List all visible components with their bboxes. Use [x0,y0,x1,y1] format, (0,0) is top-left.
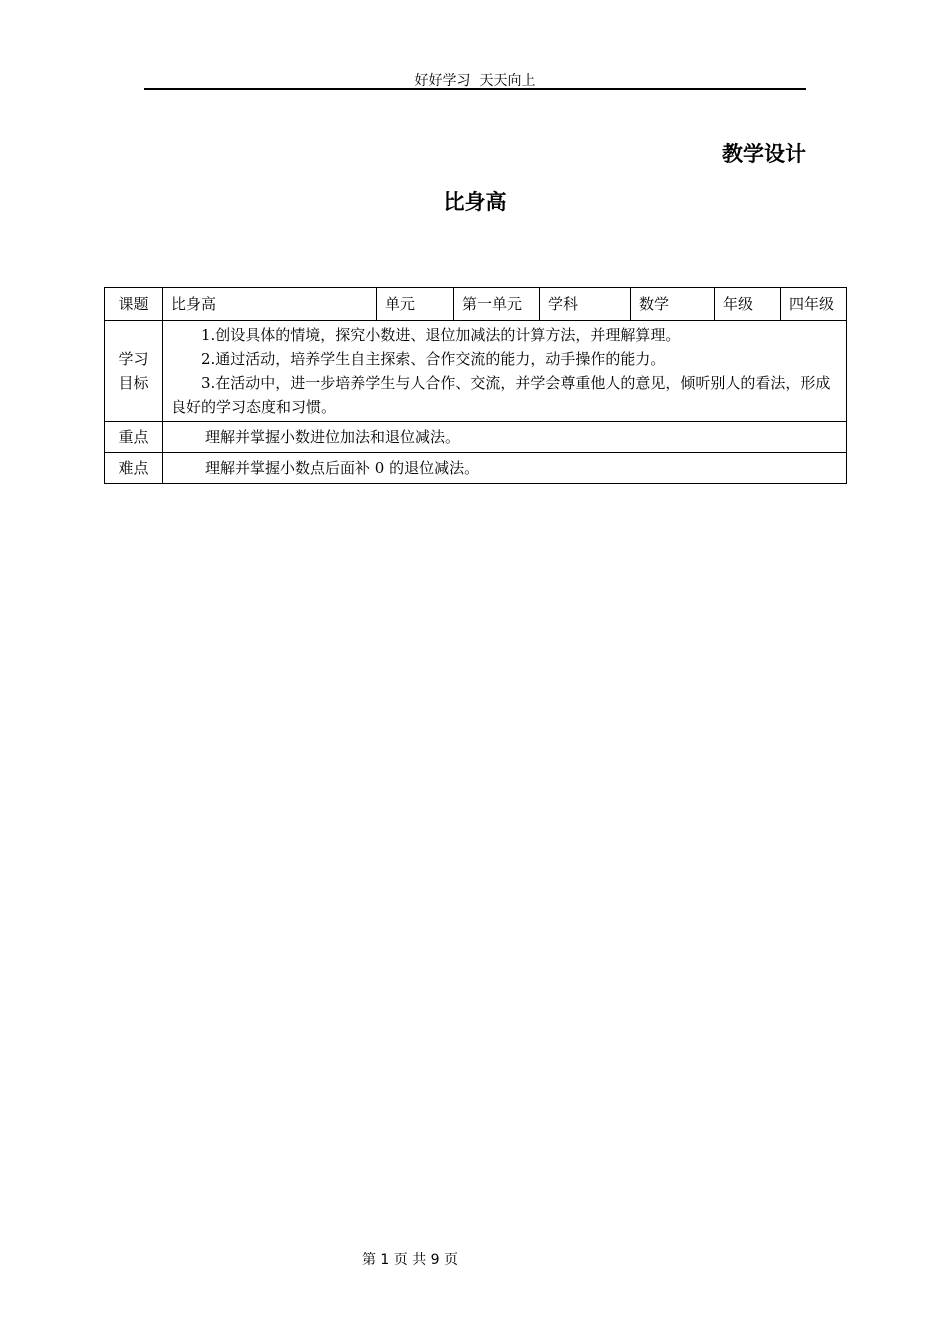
difficulty-label: 难点 [105,453,163,484]
page-number-footer: 第 1 页 共 9 页 [361,1252,459,1268]
page-title: 比身高 [443,190,507,214]
header-divider [144,88,806,90]
goal-item-1: 1.创设具体的情境，探究小数进、退位加减法的计算方法，并理解算理。 [201,326,681,344]
table-row-info [105,288,847,321]
table-row-focus [105,422,847,453]
topic-label: 课题 [105,288,163,321]
unit-value: 第一单元 [454,288,540,321]
goal-item-3: 3.在活动中，进一步培养学生与人合作、交流，并学会尊重他人的意见，倾听别人的看法，形成良好的学习态度和习惯。 [171,374,831,416]
lesson-plan-table [104,287,847,484]
goal-item-2: 2.通过活动，培养学生自主探索、合作交流的能力，动手操作的能力。 [201,350,666,368]
subject-value: 数学 [631,288,715,321]
focus-label: 重点 [105,422,163,453]
goals-label-text: 学习目标 [118,350,149,392]
table-row-goals [105,321,847,422]
table-row-difficulty [105,453,847,484]
grade-label: 年级 [715,288,781,321]
unit-label: 单元 [377,288,454,321]
difficulty-value: 理解并掌握小数点后面补 0 的退位减法。 [163,453,847,484]
goals-content [163,321,847,422]
grade-value: 四年级 [781,288,847,321]
page-header-text: 好好学习 天天向上 [414,73,536,89]
topic-value: 比身高 [163,288,377,321]
focus-value: 理解并掌握小数进位加法和退位减法。 [163,422,847,453]
goals-label [105,321,163,422]
document-type-heading: 教学设计 [722,142,806,166]
subject-label: 学科 [540,288,631,321]
